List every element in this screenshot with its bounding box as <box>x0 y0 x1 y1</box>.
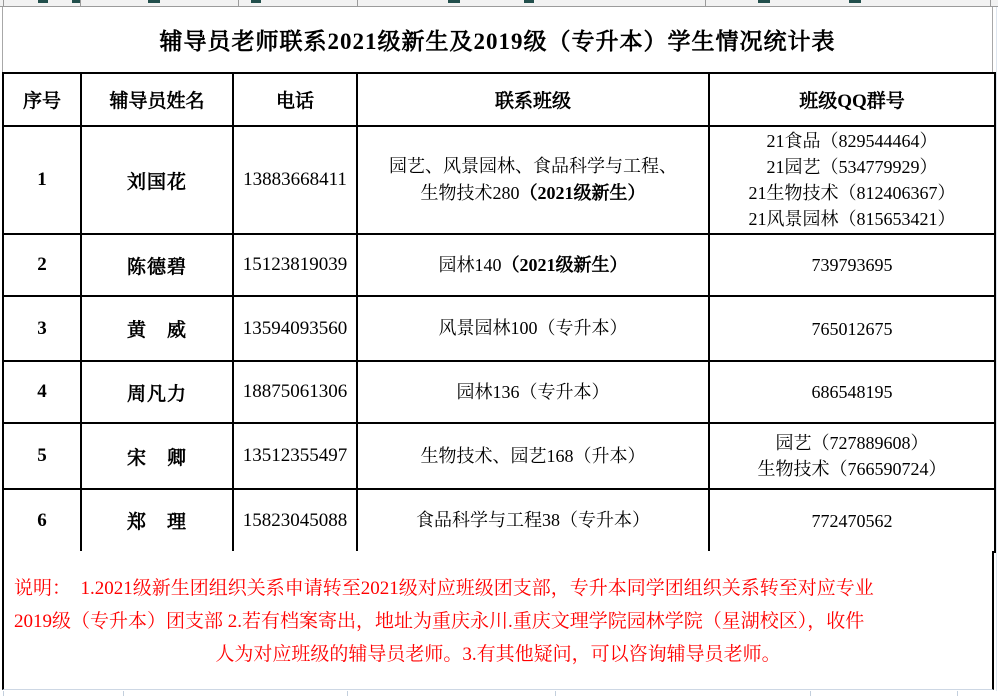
clipped-text-fragment <box>148 0 160 3</box>
cell-phone: 13594093560 <box>233 296 357 361</box>
spreadsheet-row-above-fragment <box>0 0 998 7</box>
cell-name: 陈德碧 <box>81 234 233 296</box>
gridline <box>347 691 348 696</box>
cell-no: 6 <box>3 489 81 552</box>
gridline <box>3 691 4 696</box>
clipped-text-fragment <box>38 0 48 3</box>
cell-qq <box>709 126 995 234</box>
page-title: 辅导员老师联系2021级新生及2019级（专升本）学生情况统计表 <box>2 6 993 72</box>
col-header-phone: 电话 <box>233 73 357 126</box>
header-row <box>3 73 995 126</box>
table-row <box>3 361 995 423</box>
note-line: 说明： 1.2021级新生团组织关系申请转至2021级对应班级团支部，专升本同学团组织关系转至对应专业 <box>14 578 874 599</box>
cell-no: 3 <box>3 296 81 361</box>
cell-phone: 13512355497 <box>233 423 357 489</box>
clipped-text-fragment <box>758 0 770 3</box>
cell-qq: 739793695 <box>709 234 995 296</box>
class-line: 生物技术280（2021级新生） <box>420 183 646 203</box>
cell-phone: 15123819039 <box>233 234 357 296</box>
cell-qq <box>709 423 995 489</box>
cell-no: 2 <box>3 234 81 296</box>
qq-group: 21食品（829544464） <box>766 131 938 151</box>
cell-class: 园林136（专升本） <box>357 361 709 423</box>
gridline <box>957 691 958 696</box>
cell-class: 食品科学与工程38（专升本） <box>357 489 709 552</box>
cell-name: 黄 威 <box>81 296 233 361</box>
col-header-name: 辅导员姓名 <box>81 73 233 126</box>
note-line: 人为对应班级的辅导员老师。3.有其他疑问，可以咨询辅导员老师。 <box>215 644 781 665</box>
cell-qq: 686548195 <box>709 361 995 423</box>
table-row <box>3 234 995 296</box>
gridline <box>357 0 358 6</box>
cell-phone: 15823045088 <box>233 489 357 552</box>
cell-phone: 18875061306 <box>233 361 357 423</box>
gridline <box>3 0 4 6</box>
gridline <box>555 691 556 696</box>
clipped-text-fragment <box>251 0 261 3</box>
clipped-text-fragment <box>72 0 80 3</box>
cell-no: 1 <box>3 126 81 234</box>
qq-group: 21园艺（534779929） <box>766 157 938 177</box>
cell-name: 刘国花 <box>81 126 233 234</box>
gridline <box>238 0 239 6</box>
cell-no: 5 <box>3 423 81 489</box>
col-header-class: 联系班级 <box>357 73 709 126</box>
table-row <box>3 489 995 552</box>
counselor-table <box>2 72 996 553</box>
cell-name: 郑 理 <box>81 489 233 552</box>
qq-group: 生物技术（766590724） <box>757 459 947 479</box>
col-header-no: 序号 <box>3 73 81 126</box>
cell-class: 园林140（2021级新生） <box>357 234 709 296</box>
cell-class: 风景园林100（专升本） <box>357 296 709 361</box>
col-header-qq: 班级QQ群号 <box>709 73 995 126</box>
clipped-text-fragment <box>448 0 460 3</box>
cell-name: 宋 卿 <box>81 423 233 489</box>
clipped-text-fragment <box>849 0 861 3</box>
gridline <box>996 0 997 696</box>
cell-class: 生物技术、园艺168（升本） <box>357 423 709 489</box>
gridline <box>990 0 991 6</box>
cell-phone: 13883668411 <box>233 126 357 234</box>
cell-qq: 772470562 <box>709 489 995 552</box>
cell-class <box>357 126 709 234</box>
table-row <box>3 423 995 489</box>
class-line: 园艺、风景园林、食品科学与工程、 <box>389 156 677 176</box>
gridline <box>810 691 811 696</box>
cell-no: 4 <box>3 361 81 423</box>
qq-group: 21生物技术（812406367） <box>748 183 956 203</box>
table-row <box>3 296 995 361</box>
note-section <box>2 551 994 690</box>
gridline <box>123 691 124 696</box>
note-line: 2019级（专升本）团支部 2.若有档案寄出，地址为重庆永川.重庆文理学院园林学院（星湖校区），收件 <box>14 611 865 632</box>
qq-group: 园艺（727889608） <box>775 433 929 453</box>
gridline <box>705 0 706 6</box>
cell-name: 周凡力 <box>81 361 233 423</box>
gridline <box>80 0 81 6</box>
table-row <box>3 126 995 234</box>
qq-group: 21风景园林（815653421） <box>748 209 956 229</box>
cell-qq: 765012675 <box>709 296 995 361</box>
spreadsheet-row-below-fragment <box>0 691 998 696</box>
clipped-text-fragment <box>524 0 534 3</box>
